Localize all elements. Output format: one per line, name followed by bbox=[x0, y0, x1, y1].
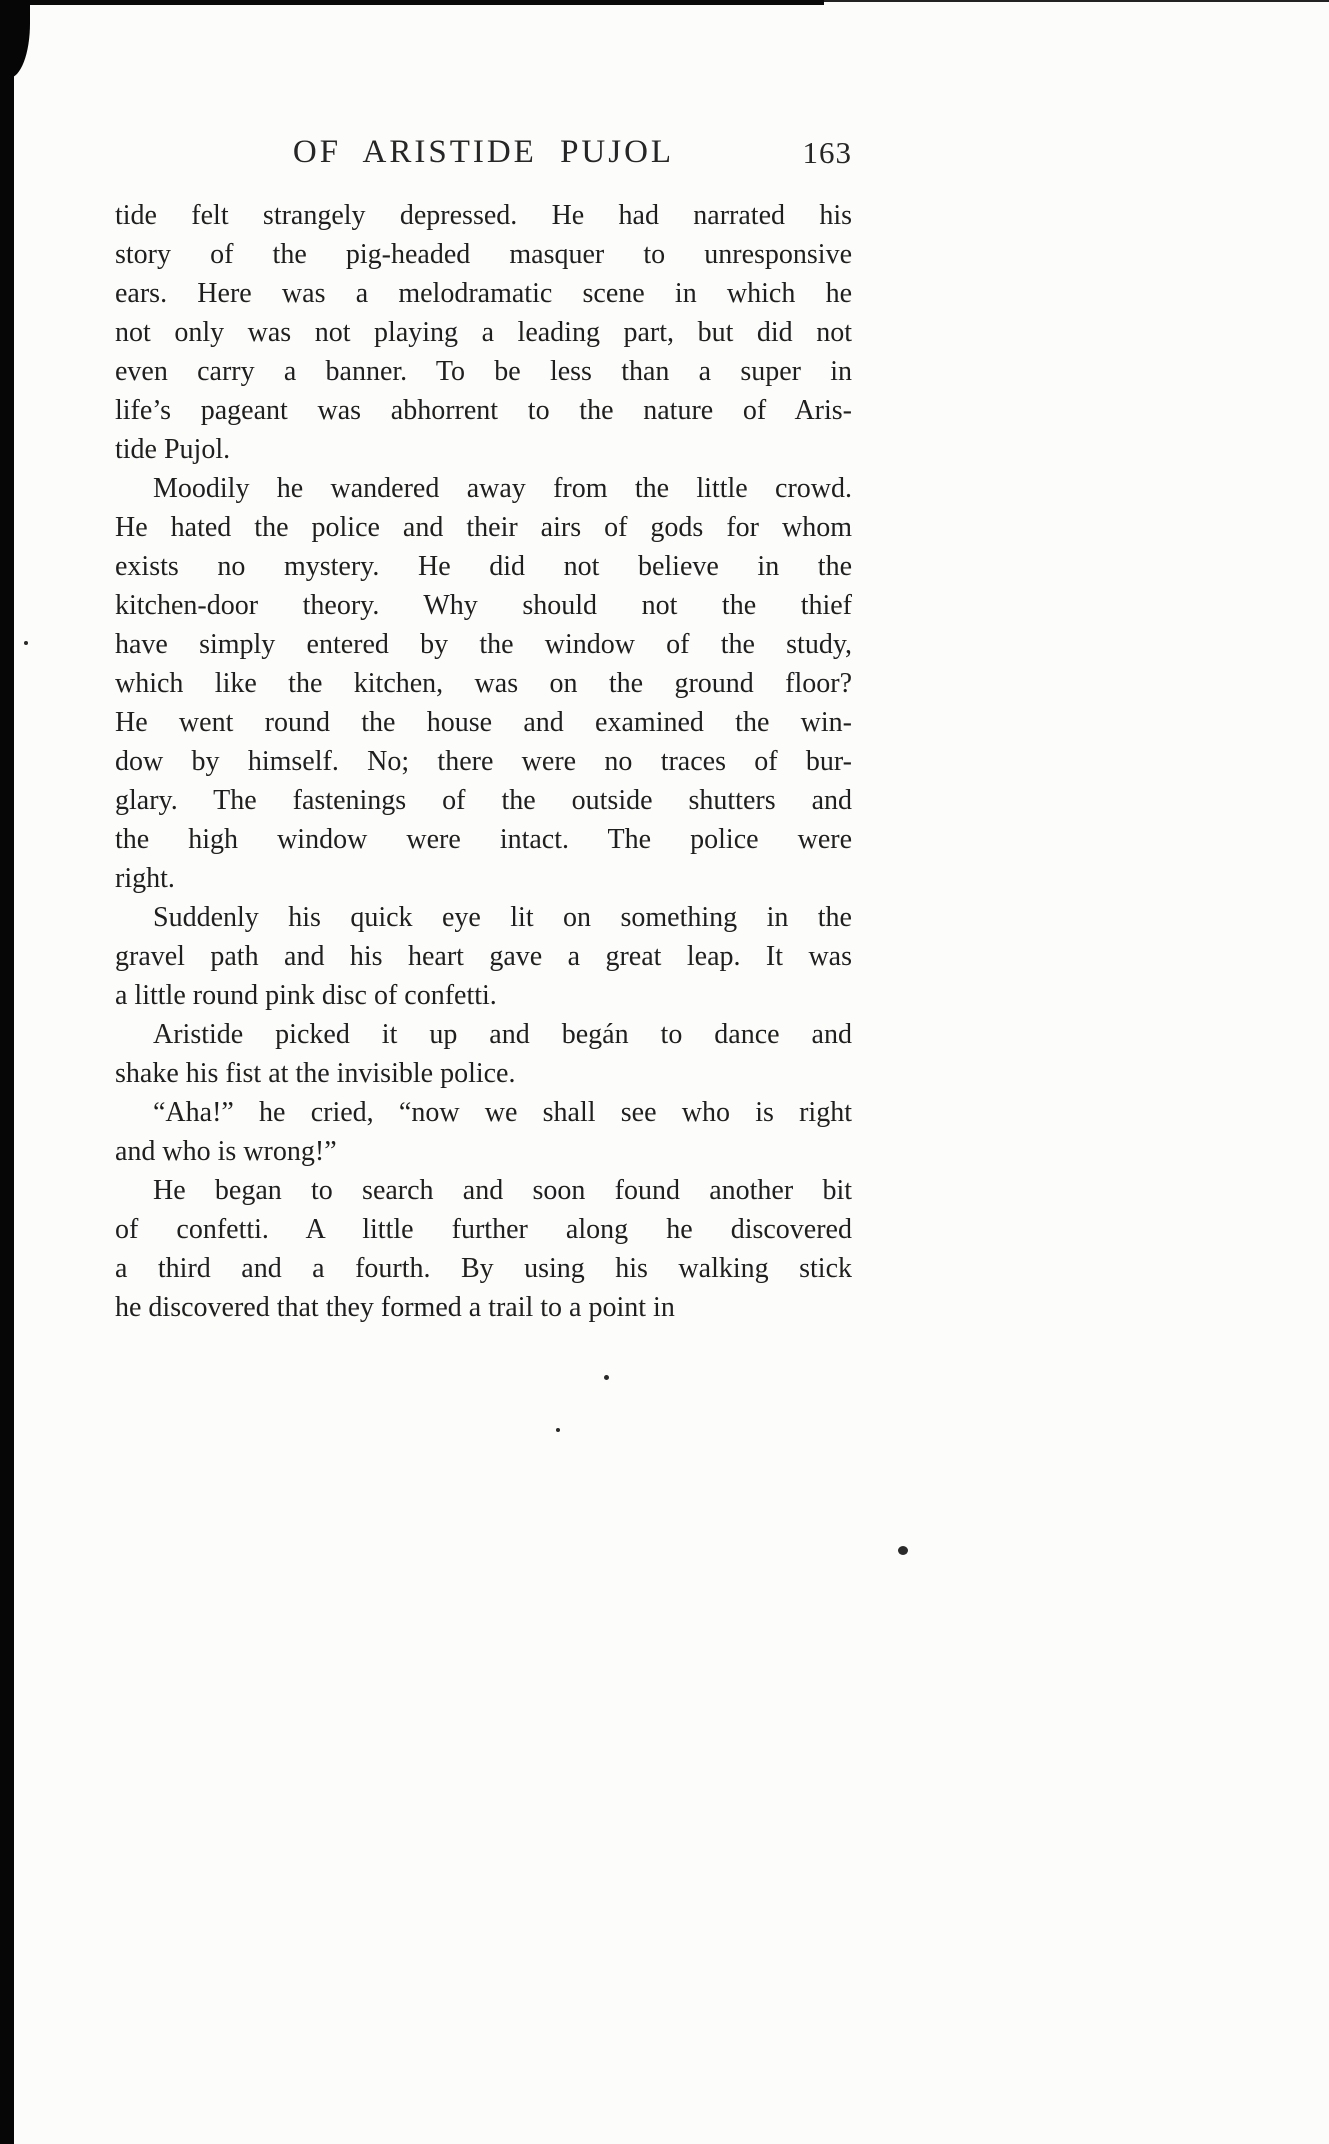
paragraph bbox=[115, 196, 852, 469]
ink-speck bbox=[604, 1375, 609, 1380]
text-line: a little round pink disc of confetti. bbox=[115, 980, 497, 1011]
text-line: He began to search and soon found another bit bbox=[153, 1175, 852, 1206]
text-block bbox=[115, 196, 852, 1327]
text-line: and who is wrong!” bbox=[115, 1136, 337, 1167]
text-line: gravel path and his heart gave a great leap. It was bbox=[115, 941, 852, 972]
text-line: have simply entered by the window of the study, bbox=[115, 629, 852, 660]
text-line: even carry a banner. To be less than a super in bbox=[115, 356, 852, 387]
text-line: not only was not playing a leading part, but did not bbox=[115, 317, 852, 348]
ink-speck bbox=[556, 1428, 560, 1432]
paragraph bbox=[115, 898, 852, 1015]
text-line: life’s pageant was abhorrent to the nature of Aris- bbox=[115, 395, 852, 426]
text-column bbox=[115, 134, 852, 1327]
text-line: exists no mystery. He did not believe in the bbox=[115, 551, 852, 582]
running-title: OF ARISTIDE PUJOL bbox=[292, 134, 675, 170]
text-line: a third and a fourth. By using his walking stick bbox=[115, 1253, 852, 1284]
ink-speck bbox=[898, 1546, 908, 1555]
text-line: “Aha!” he cried, “now we shall see who is right bbox=[153, 1097, 852, 1128]
text-line: of confetti. A little further along he discovered bbox=[115, 1214, 852, 1245]
text-line: he discovered that they formed a trail to a point in bbox=[115, 1292, 675, 1323]
text-line: He went round the house and examined the win- bbox=[115, 707, 852, 738]
text-line: dow by himself. No; there were no traces of bur- bbox=[115, 746, 852, 777]
scan-edge-top bbox=[0, 0, 824, 5]
text-line: the high window were intact. The police were bbox=[115, 824, 852, 855]
paragraph bbox=[115, 1093, 852, 1171]
text-line: tide Pujol. bbox=[115, 434, 231, 465]
paragraph bbox=[115, 469, 852, 898]
text-line: He hated the police and their airs of gods for whom bbox=[115, 512, 852, 543]
text-line: glary. The fastenings of the outside shutters and bbox=[115, 785, 852, 816]
text-line: Moodily he wandered away from the little crowd. bbox=[153, 473, 852, 504]
scan-edge-corner-blob bbox=[0, 0, 30, 78]
scan-edge-left bbox=[0, 0, 14, 2144]
text-line: which like the kitchen, was on the ground floor? bbox=[115, 668, 852, 699]
text-line: story of the pig-headed masquer to unresponsive bbox=[115, 239, 852, 270]
text-line: Aristide picked it up and begán to dance and bbox=[153, 1019, 852, 1050]
page-header bbox=[115, 134, 852, 196]
text-line: tide felt strangely depressed. He had narrated his bbox=[115, 200, 852, 231]
text-line: Suddenly his quick eye lit on something in the bbox=[153, 902, 852, 933]
text-line: ears. Here was a melodramatic scene in which he bbox=[115, 278, 852, 309]
text-line: kitchen-door theory. Why should not the thief bbox=[115, 590, 852, 621]
text-line: shake his fist at the invisible police. bbox=[115, 1058, 516, 1089]
paragraph bbox=[115, 1171, 852, 1327]
ink-speck bbox=[24, 641, 28, 645]
page-number: 163 bbox=[802, 135, 852, 170]
text-line: right. bbox=[115, 863, 175, 894]
paragraph bbox=[115, 1015, 852, 1093]
